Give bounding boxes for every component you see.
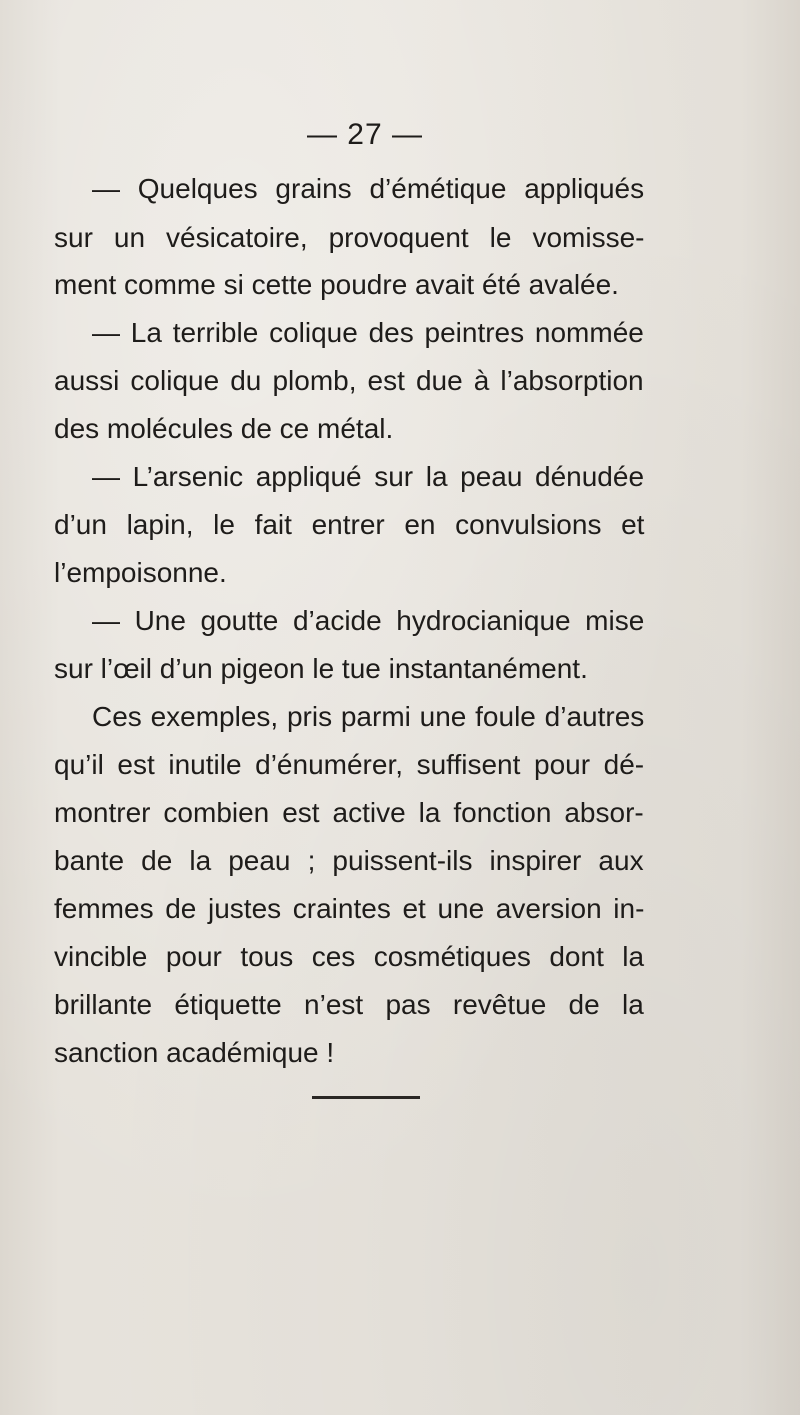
text-line: — Quelques grains d’émétique appliqués xyxy=(92,173,645,204)
end-rule xyxy=(312,1096,420,1099)
text-line: bante de la peau ; puissent-ils inspirer aux xyxy=(54,845,644,876)
text-line: sur l’œil d’un pigeon le tue instantanément. xyxy=(54,653,588,684)
text-line: brillante étiquette n’est pas revêtue de la xyxy=(54,989,644,1020)
text-line: des molécules de ce métal. xyxy=(54,413,394,444)
text-line: sanction académique ! xyxy=(54,1037,335,1068)
text-line: femmes de justes craintes et une aversion in- xyxy=(54,893,645,924)
text-line: d’un lapin, le fait entrer en convulsions et xyxy=(54,509,645,540)
text-line: vincible pour tous ces cosmétiques dont la xyxy=(54,941,645,972)
text-line: — Une goutte d’acide hydrocianique mise xyxy=(92,605,645,636)
page-number: — 27 — xyxy=(306,118,424,151)
text-line: l’empoisonne. xyxy=(54,557,227,588)
text-line: Ces exemples, pris parmi une foule d’autres xyxy=(92,701,645,732)
text-line: aussi colique du plomb, est due à l’absorption xyxy=(54,365,644,396)
text-line: — L’arsenic appliqué sur la peau dénudée xyxy=(92,461,645,492)
text-line: — La terrible colique des peintres nommée xyxy=(92,317,644,348)
text-line: ment comme si cette poudre avait été avalée. xyxy=(54,269,619,300)
text-line: qu’il est inutile d’énumérer, suffisent pour dé- xyxy=(54,749,645,780)
text-line: montrer combien est active la fonction absor- xyxy=(54,797,644,828)
text-line: sur un vésicatoire, provoquent le vomisse- xyxy=(54,222,645,253)
